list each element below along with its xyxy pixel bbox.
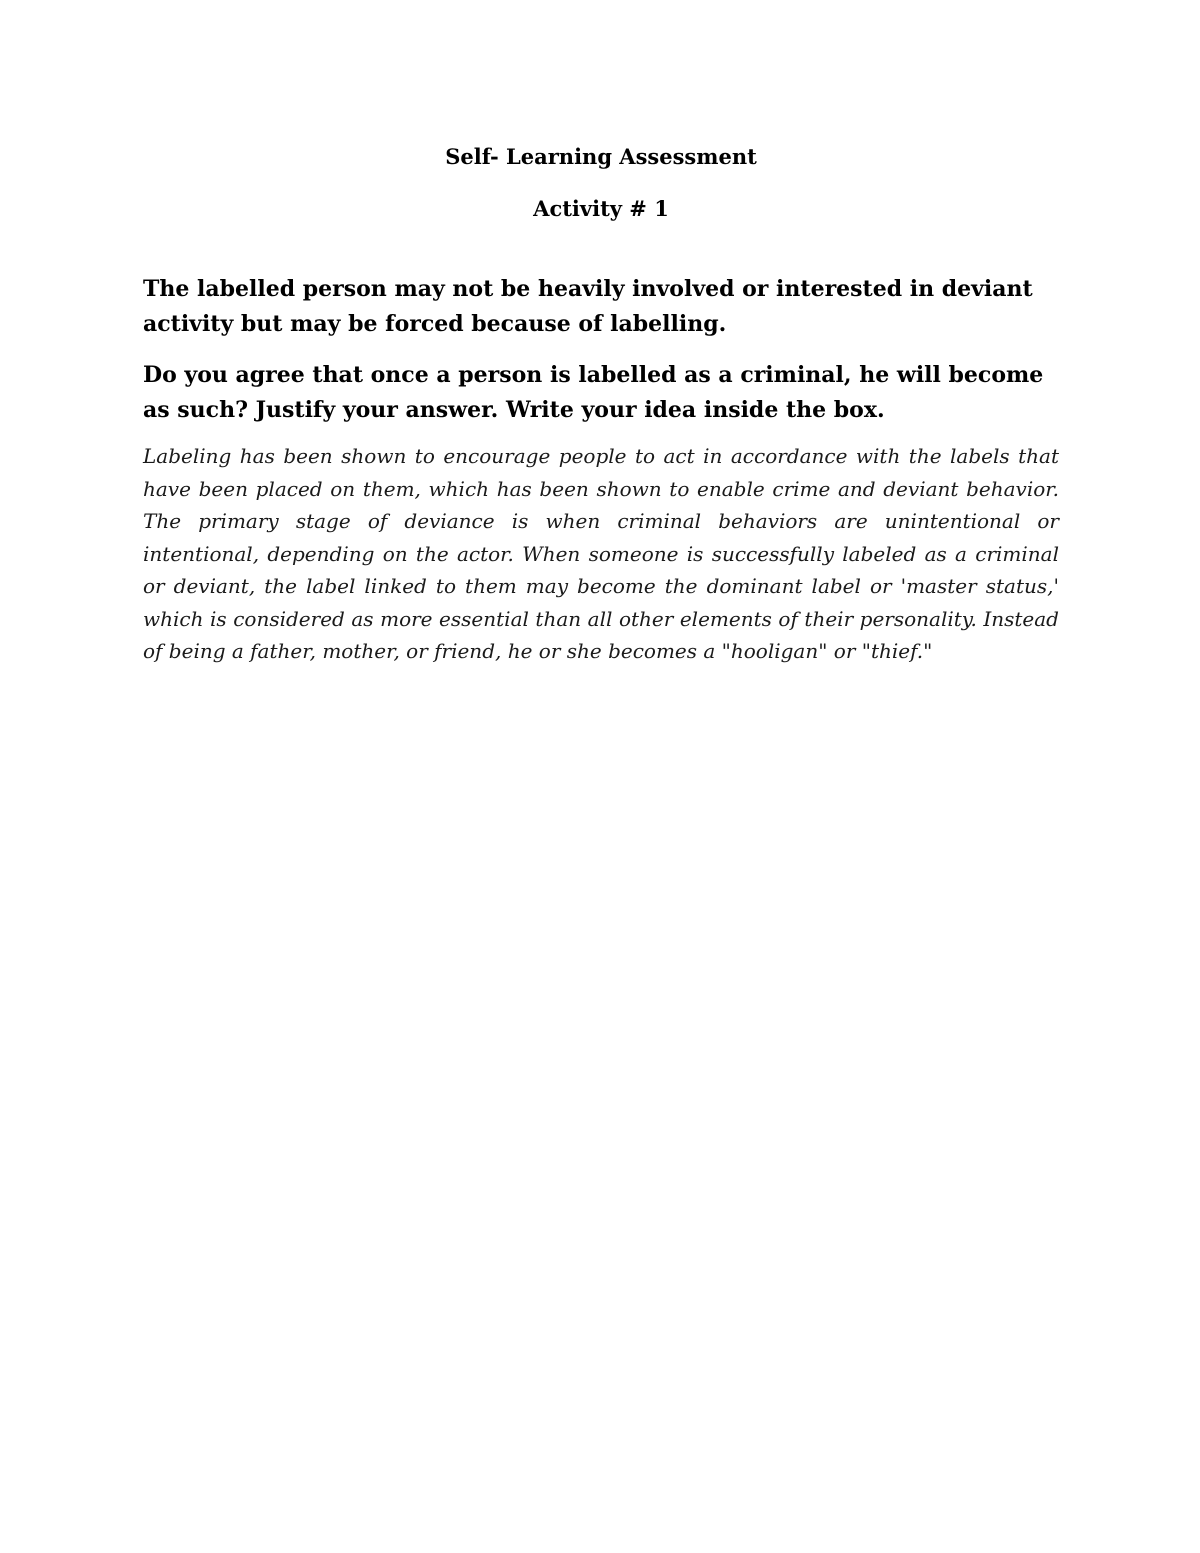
prompt-statement: The labelled person may not be heavily involved or interested in deviant activity but may be forced because of labelling. [143,276,1033,337]
activity-heading: Activity # 1 [533,196,669,221]
page-title: Self- Learning Assessment [445,144,757,169]
document-content [143,140,1059,668]
answer-text: Labeling has been shown to encourage people to act in accordance with the labels that have been placed on them, which has been shown to enable crime and deviant behavior. The primary stage of deviance is when criminal behaviors are unintentional or intentional, depending on the actor. When someone is successfully labeled as a criminal or deviant, the label linked to them may become the dominant label or 'master status,' which is considered as more essential than all other elements of their personality. Instead of being a father, mother, or friend, he or she becomes a "hooligan" or "thief." [143,444,1059,663]
prompt-question: Do you agree that once a person is labelled as a criminal, he will become as such? Justify your answer. Write your idea inside the box. [143,362,1044,423]
